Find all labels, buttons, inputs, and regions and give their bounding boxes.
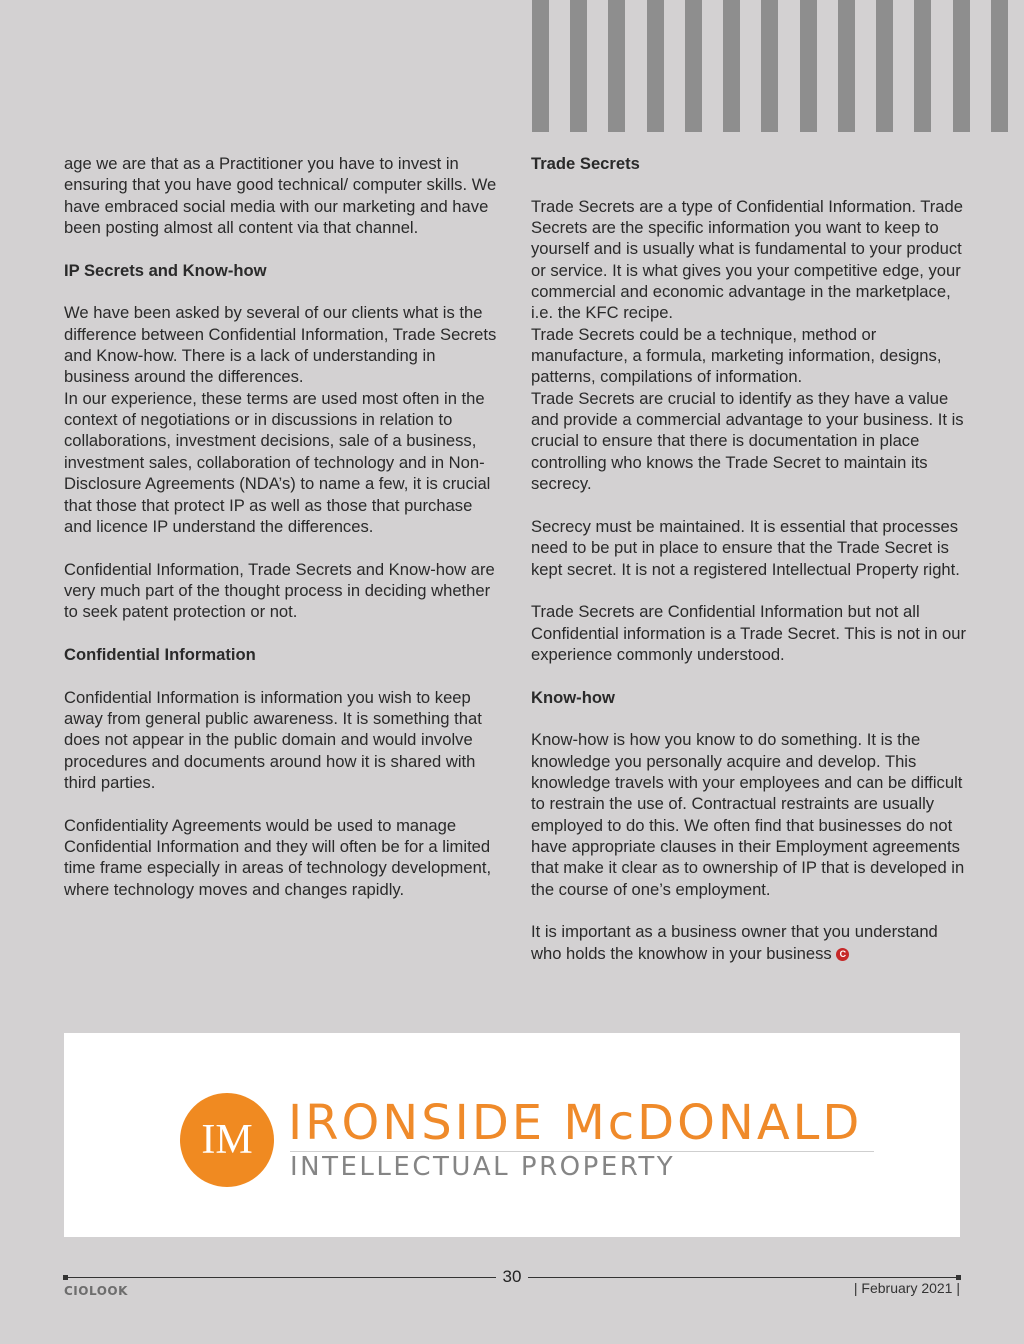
heading-confidential-information: Confidential Information	[64, 644, 256, 664]
decorative-stripes	[532, 0, 1024, 132]
paragraph: Trade Secrets could be a technique, method or manufacture, a formula, marketing information, designs, patterns, compilations of information.	[531, 324, 942, 387]
paragraph: Confidential Information, Trade Secrets and Know-how are very much part of the thought process in deciding whether to seek patent protection or not.	[64, 559, 495, 622]
page-number: 30	[496, 1266, 528, 1288]
paragraph: Secrecy must be maintained. It is essential that processes need to be put in place to ensure that the Trade Secret is kept secret. It is not a registered Intellectual Property right.	[531, 516, 960, 579]
paragraph: Trade Secrets are a type of Confidential Information. Trade Secrets are the specific information you want to keep to yourself and is usually what is fundamental to your product or service. It is what gives you your competitive edge, your commercial and economic advantage in the marketplace, i.e. the KFC recipe.	[531, 196, 963, 323]
end-of-article-icon: C	[836, 948, 849, 961]
paragraph: Confidentiality Agreements would be used to manage Confidential Information and they will often be for a limited time frame especially in areas of technology development, where technology moves and changes rapidly.	[64, 815, 492, 899]
left-column	[64, 153, 504, 921]
paragraph: In our experience, these terms are used most often in the context of negotiations or in discussions in relation to collaborations, investment decisions, sale of a business, investment sales, collaboration of technology and in Non-Disclosure Agreements (NDA’s) to name a few, it is crucial that those that protect IP as well as those that purchase and licence IP understand the differences.	[64, 388, 491, 536]
heading-know-how: Know-how	[531, 687, 615, 707]
heading-ip-secrets: IP Secrets and Know-how	[64, 260, 267, 280]
footer-divider-end	[63, 1275, 68, 1280]
paragraph: Confidential Information is information you wish to keep away from general public awareness. It is something that does not appear in the public domain and would involve procedures and documents around how it is shared with third parties.	[64, 687, 482, 792]
right-column	[531, 153, 971, 985]
company-logo-icon: IM	[180, 1093, 274, 1187]
paragraph: Trade Secrets are crucial to identify as they have a value and provide a commercial advantage to your business. It is crucial to ensure that there is documentation in place controlling who knows the Trade Secret to maintain its secrecy.	[531, 388, 964, 494]
paragraph: Know-how is how you know to do something. It is the knowledge you personally acquire and develop. This knowledge travels with your employees and can be difficult to restrain the use of. Contractual restraints are usually employed to do this. We often find that businesses do not have appropriate clauses in their Employment agreements that make it clear as to ownership of IP that is developed in the course of one’s employment.	[531, 730, 965, 899]
paragraph: age we are that as a Practitioner you have to invest in ensuring that you have good technical/ computer skills. We have embraced social media with our marketing and have been posting almost all content via that channel.	[64, 154, 497, 238]
issue-date: | February 2021 |	[853, 1280, 960, 1296]
paragraph: We have been asked by several of our clients what is the difference between Confidential Information, Trade Secrets and Know-how. There is a lack of understanding in business around the differences.	[64, 303, 497, 387]
paragraph: Trade Secrets are Confidential Information but not all Confidential information is a Trade Secret. This is not in our experience commonly understood.	[531, 602, 967, 664]
company-name: IRONSIDE McDONALD	[288, 1095, 863, 1151]
company-tagline: INTELLECTUAL PROPERTY	[290, 1152, 676, 1182]
paragraph: It is important as a business owner that you understand who holds the knowhow in your business C	[531, 922, 938, 963]
heading-trade-secrets: Trade Secrets	[531, 154, 640, 173]
magazine-brand: CIOLOOK	[64, 1284, 128, 1298]
advertisement-banner[interactable]	[64, 1033, 960, 1237]
